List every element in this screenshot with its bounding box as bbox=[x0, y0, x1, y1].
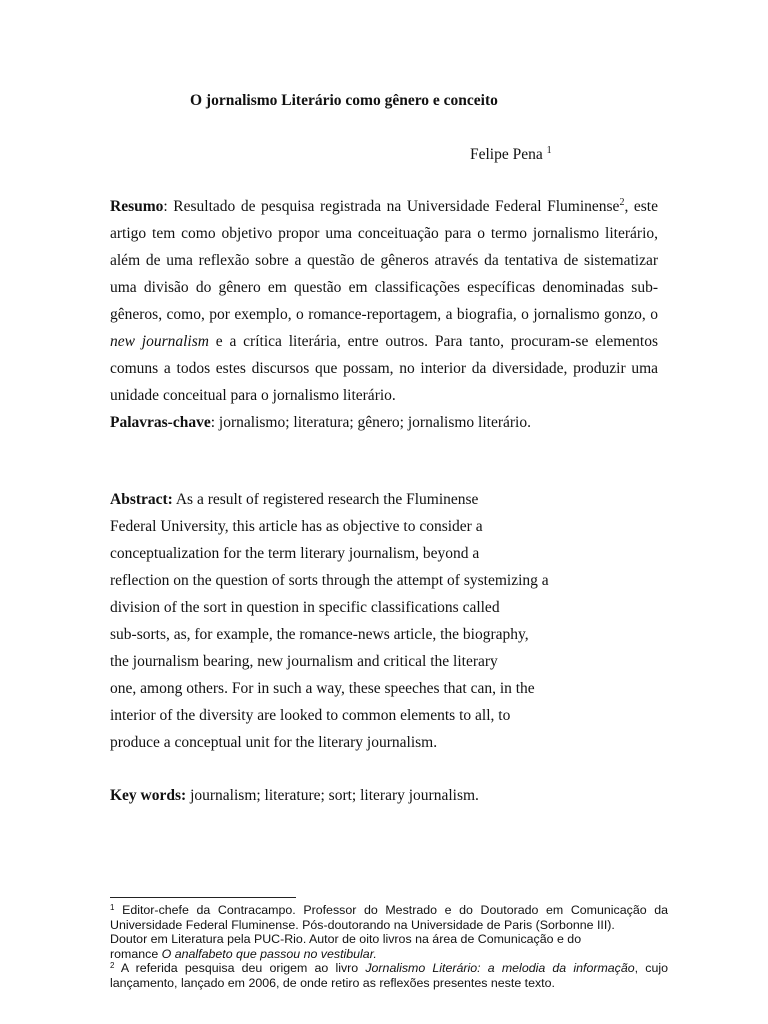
footnote-1-text: Editor-chefe da Contracampo. Professor do Mestrado e do Doutorado em Comunicação da bbox=[114, 903, 668, 917]
abstract-line: one, among others. For in such a way, these speeches that can, in the bbox=[110, 680, 535, 697]
footnote-1-text: romance bbox=[110, 946, 162, 961]
resumo-line bbox=[110, 193, 658, 220]
abstract-text: As a result of registered research the Fluminense bbox=[172, 491, 479, 508]
footnote-2-text: , cujo bbox=[634, 961, 668, 976]
footnote-1-marker: 1 bbox=[110, 903, 115, 912]
abstract-line: Federal University, this article has as objective to consider a bbox=[110, 518, 483, 535]
abstract-line: reflection on the question of sorts through the attempt of systemizing a bbox=[110, 572, 549, 589]
footnote-1-line bbox=[110, 947, 668, 962]
footnote-2-italic: Jornalismo Literário: a melodia da informação bbox=[365, 961, 635, 976]
keywords-section bbox=[110, 782, 479, 809]
footnote-2-marker: 2 bbox=[110, 961, 115, 971]
abstract-line: produce a conceptual unit for the literary journalism. bbox=[110, 734, 438, 751]
abstract-label: Abstract: bbox=[110, 491, 173, 508]
footnote-2-line: lançamento, lançado em 2006, de onde retiro as reflexões presentes neste texto. bbox=[110, 975, 555, 990]
abstract-line: division of the sort in question in specific classifications called bbox=[110, 599, 500, 616]
footnote-separator bbox=[110, 897, 296, 898]
resumo-line: unidade conceitual para o jornalismo literário. bbox=[110, 387, 396, 404]
resumo-text: , este bbox=[624, 198, 658, 215]
resumo-label: Resumo bbox=[110, 198, 164, 215]
abstract-line bbox=[110, 486, 549, 513]
abstract-line: sub-sorts, as, for example, the romance-news article, the biography, bbox=[110, 626, 529, 643]
resumo-text: e a crítica literária, entre outros. Para tanto, procuram-se elementos bbox=[208, 333, 658, 350]
palavras-chave-label: Palavras-chave bbox=[110, 414, 211, 431]
resumo-line: além de uma reflexão sobre a questão de gêneros através da tentativa de sistematizar bbox=[110, 252, 658, 269]
author-name: Felipe Pena bbox=[470, 146, 543, 163]
resumo-section bbox=[110, 193, 658, 436]
resumo-line: artigo tem como objetivo propor uma conceituação para o termo jornalismo literário, bbox=[110, 225, 658, 242]
resumo-line: gêneros, como, por exemplo, o romance-reportagem, a biografia, o jornalismo gonzo, o bbox=[110, 306, 658, 323]
palavras-chave-line bbox=[110, 409, 658, 436]
author-line bbox=[470, 146, 552, 164]
footnote-1-line: Doutor em Literatura pela PUC-Rio. Autor de oito livros na área de Comunicação e do bbox=[110, 932, 582, 947]
abstract-section bbox=[110, 486, 549, 756]
resumo-italic: new journalism bbox=[110, 333, 209, 350]
footnote-1-italic: O analfabeto que passou no vestibular. bbox=[161, 946, 377, 961]
footnote-2-text: A referida pesquisa deu origem ao livro bbox=[114, 961, 366, 976]
footnote-2-line bbox=[110, 961, 668, 976]
keywords-text: journalism; literature; sort; literary journalism. bbox=[186, 787, 479, 804]
keywords-label: Key words: bbox=[110, 787, 187, 804]
footnotes bbox=[110, 903, 668, 991]
resumo-line: uma divisão do gênero em questão em classificações específicas denominadas sub- bbox=[110, 279, 658, 296]
palavras-chave-text: : jornalismo; literatura; gênero; jornalismo literário. bbox=[210, 414, 531, 431]
footnote-1-line bbox=[110, 903, 668, 918]
paper-title: O jornalismo Literário como gênero e conceito bbox=[190, 92, 498, 109]
footnote-1-line: Universidade Federal Fluminense. Pós-doutorando na Universidade de Paris (Sorbonne III). bbox=[110, 917, 615, 932]
abstract-line: the journalism bearing, new journalism and critical the literary bbox=[110, 653, 498, 670]
author-footnote-ref: 1 bbox=[546, 145, 552, 156]
abstract-line: conceptualization for the term literary journalism, beyond a bbox=[110, 545, 480, 562]
resumo-text: : Resultado de pesquisa registrada na Universidade Federal Fluminense bbox=[163, 198, 620, 215]
keywords-line bbox=[110, 782, 479, 809]
resumo-line: comuns a todos estes discursos que possam, no interior da diversidade, produzir uma bbox=[110, 360, 658, 377]
footnote-ref-2: 2 bbox=[619, 197, 625, 208]
abstract-line: interior of the diversity are looked to common elements to all, to bbox=[110, 707, 511, 724]
resumo-line bbox=[110, 328, 658, 355]
